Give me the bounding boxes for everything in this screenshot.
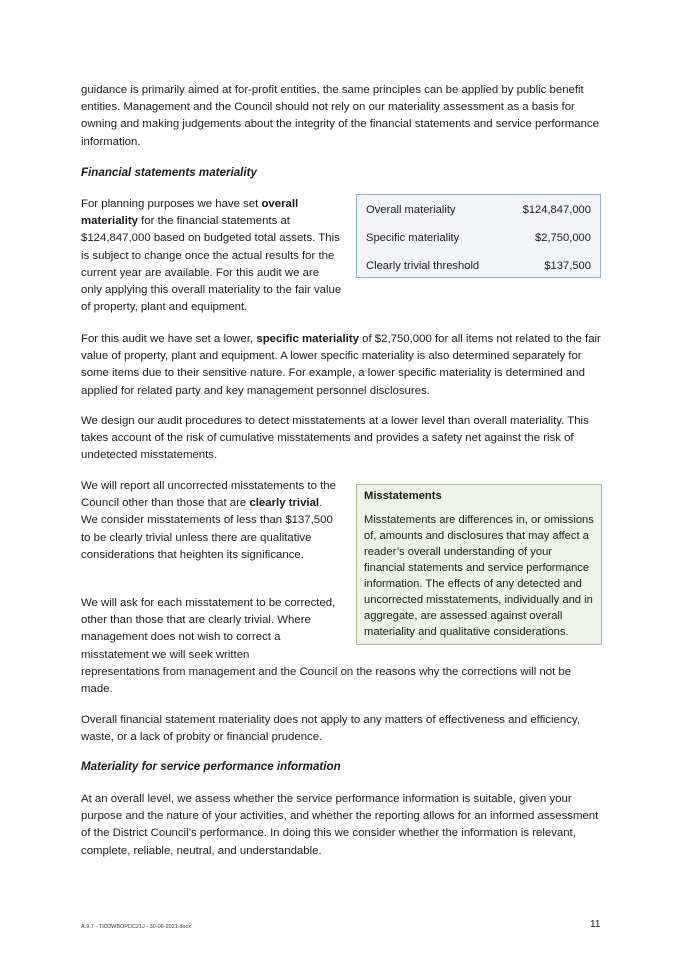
heading-financial-statements-materiality: Financial statements materiality [81, 166, 257, 179]
report-text-pre: We will report all uncorrected misstatements to the Council other than those that are [81, 480, 336, 510]
materiality-label: Clearly trivial threshold [366, 260, 480, 272]
report-text-bold: clearly trivial [249, 497, 320, 510]
misstatements-title: Misstatements [364, 490, 442, 502]
planning-text-post: for the financial statements at $124,847,000 based on budgeted total assets. This is subject to change once the actual results for the current year are available. For this audit we are only applying this overall materiality to the fair value of property, plant and equipment. [81, 215, 342, 314]
heading-service-performance-materiality: Materiality for service performance information [81, 760, 341, 773]
planning-text-pre: For planning purposes we have set [81, 198, 262, 210]
materiality-row-overall [366, 201, 591, 219]
footer-page-number: 11 [590, 919, 601, 930]
materiality-value: $2,750,000 [535, 232, 591, 244]
misstatements-box [356, 484, 602, 645]
planning-paragraph [81, 196, 343, 316]
misstatements-body: Misstatements are differences in, or omissions of, amounts and disclosures that may affect a reader’s overall understanding of your financial statements and service performance information. The effects of any detected and uncorrected misstatements, individually and in aggregate, are assessed against overall materiality and qualitative considerations. [364, 514, 594, 638]
materiality-value: $124,847,000 [522, 204, 591, 216]
planning-text-bold: overall materiality [81, 198, 299, 228]
materiality-row-specific [366, 229, 591, 247]
intro-paragraph: guidance is primarily aimed at for-profit entities, the same principles can be applied by public benefit entities. Management and the Council should not rely on our materiality assessment as a basis for owning and making judgements about the integrity of the financial statements and service performance information. [81, 84, 599, 148]
service-performance-paragraph: At an overall level, we assess whether the service performance information is suitable, given your purpose and the nature of your activities, and whether the reporting allows for an informed assessment of the District Council’s performance. In doing this we consider whether the information is relevant, complete, reliable, neutral, and understandable. [81, 793, 599, 857]
materiality-label: Overall materiality [366, 204, 456, 216]
ask-paragraph-continued: representations from management and the Council on the reasons why the corrections will not be made. [81, 666, 572, 696]
materiality-row-trivial [366, 257, 591, 275]
materiality-table [356, 194, 601, 278]
specific-materiality-paragraph [81, 331, 603, 400]
report-paragraph [81, 478, 336, 564]
specific-text-pre: For this audit we have set a lower, [81, 333, 257, 345]
design-paragraph: We design our audit procedures to detect misstatements at a lower level than overall materiality. This takes account of the risk of cumulative misstatements and provides a safety net against the risk of undetected misstatements. [81, 415, 589, 462]
materiality-label: Specific materiality [366, 232, 460, 244]
report-text-post: . We consider misstatements of less than $137,500 to be clearly trivial unless there are qualitative considerations that heighten its significance. [81, 497, 333, 561]
overall-materiality-paragraph: Overall financial statement materiality does not apply to any matters of effectiveness and efficiency, waste, or a lack of probity or financial prudence. [81, 714, 580, 744]
ask-paragraph: We will ask for each misstatement to be corrected, other than those that are clearly trivial. Where management does not wish to correct a misstatement we will seek written [81, 597, 336, 661]
footer-document-reference: A.9.7 - T933WBOPDC21J - 30-06-2021.docx [81, 924, 191, 930]
specific-text-post: of $2,750,000 for all items not related to the fair value of property, plant and equipment. A lower specific materiality is also determined separately for some items due to their sensitive nature. For example, a lower specific materiality is determined and applied for related party and key management personnel disclosures. [81, 333, 601, 397]
materiality-value: $137,500 [544, 260, 591, 272]
specific-text-bold: specific materiality [256, 333, 359, 345]
